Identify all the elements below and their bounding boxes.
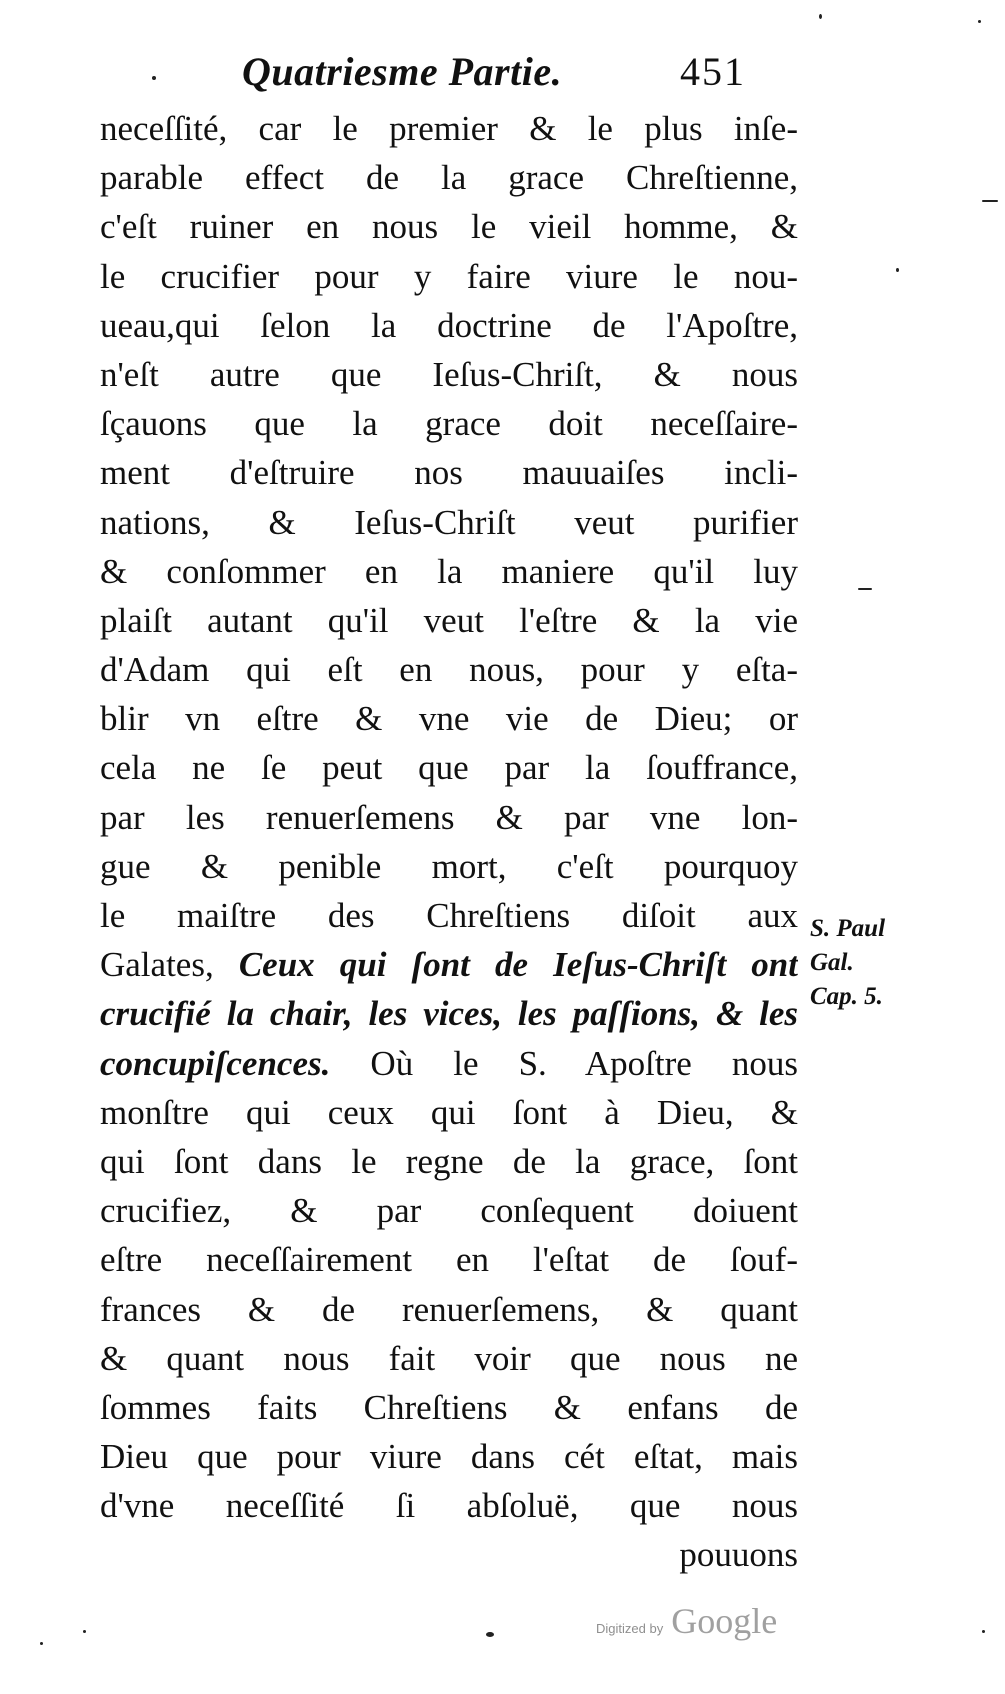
text-line: ſommes faits Chreſtiens & enfans de (100, 1387, 798, 1427)
scan-speck (896, 268, 899, 272)
text-line: & quant nous fait voir que nous ne (100, 1338, 798, 1378)
quotation-italic: Ceux qui ſont de Ieſus-Chriſt ont (238, 945, 798, 985)
google-logo: Google (671, 1601, 778, 1641)
digitized-by-label: Digitized by (596, 1621, 664, 1636)
scan-speck (819, 14, 822, 19)
scan-speck (982, 200, 998, 202)
text-line: nations, & Ieſus-Chriſt veut purifier (100, 502, 798, 542)
text-line: neceſſité, car le premier & le plus inſe- (100, 109, 798, 148)
margin-note-line: Gal. (810, 949, 854, 976)
text-line: d'Adam qui eſt en nous, pour y eſta- (100, 650, 798, 690)
text-line: crucifiez, & par conſequent doiuent (100, 1191, 798, 1231)
running-head (100, 48, 800, 104)
text-line: Dieu que pour viure dans cét eſtat, mais (100, 1437, 798, 1477)
text-line: & conſommer en la maniere qu'il luy (100, 551, 798, 591)
scan-speck (486, 1632, 494, 1637)
text-line: d'vne neceſſité ſi abſoluë, que nous (100, 1486, 798, 1526)
page-number: 451 (680, 49, 746, 94)
text-line: n'eſt autre que Ieſus-Chriſt, & nous (100, 354, 798, 394)
scan-speck (982, 1630, 985, 1633)
margin-note-line: Cap. 5. (810, 983, 883, 1010)
margin-note (810, 912, 960, 1014)
text-line: blir vn eſtre & vne vie de Dieu; or (100, 699, 798, 739)
text-line: le crucifier pour y faire viure le nou- (100, 256, 798, 296)
text-roman: Où le S. Apoſtre nous (370, 1043, 798, 1083)
scan-speck (40, 1642, 43, 1645)
text-line-concupiscences (100, 1039, 798, 1088)
scan-speck (83, 1630, 86, 1633)
text-roman: Galates, (100, 945, 214, 985)
scan-speck (978, 20, 981, 23)
quotation-italic: crucifié la chair, les vices, les paſſions, & les (100, 994, 798, 1034)
text-line: parable effect de la grace Chreſtienne, (100, 158, 798, 198)
text-line: plaiſt autant qu'il veut l'eſtre & la vie (100, 600, 798, 640)
text-line-italic (100, 989, 798, 1038)
digitized-by-google-watermark (596, 1600, 777, 1642)
text-line: c'eſt ruiner en nous le vieil homme, & (100, 207, 798, 247)
text-line: cela ne ſe peut que par la ſouffrance, (100, 748, 798, 788)
text-line: le maiſtre des Chreſtiens diſoit aux (100, 896, 798, 935)
text-line: monſtre qui ceux qui ſont à Dieu, & (100, 1092, 798, 1132)
text-line: frances & de renuerſemens, & quant (100, 1289, 798, 1329)
text-line: par les renuerſemens & par vne lon- (100, 797, 798, 837)
body-text (100, 104, 798, 1580)
quotation-italic: concupiſcences. (100, 1043, 331, 1083)
margin-note-line: S. Paul (810, 915, 886, 942)
catchword: pouuons (679, 1535, 798, 1575)
running-title: Quatriesme Partie. (242, 49, 563, 94)
text-line: qui ſont dans le regne de la grace, ſont (100, 1141, 798, 1181)
text-line: ueau,qui ſelon la doctrine de l'Apoſtre, (100, 305, 798, 345)
text-line: gue & penible mort, c'eſt pourquoy (100, 846, 798, 886)
text-line-galates (100, 940, 798, 989)
text-line: ment d'eſtruire nos mauuaiſes incli- (100, 453, 798, 493)
text-line: eſtre neceſſairement en l'eſtat de ſouf- (100, 1240, 798, 1280)
scan-speck (858, 588, 872, 590)
text-line: ſçauons que la grace doit neceſſaire- (100, 404, 798, 444)
